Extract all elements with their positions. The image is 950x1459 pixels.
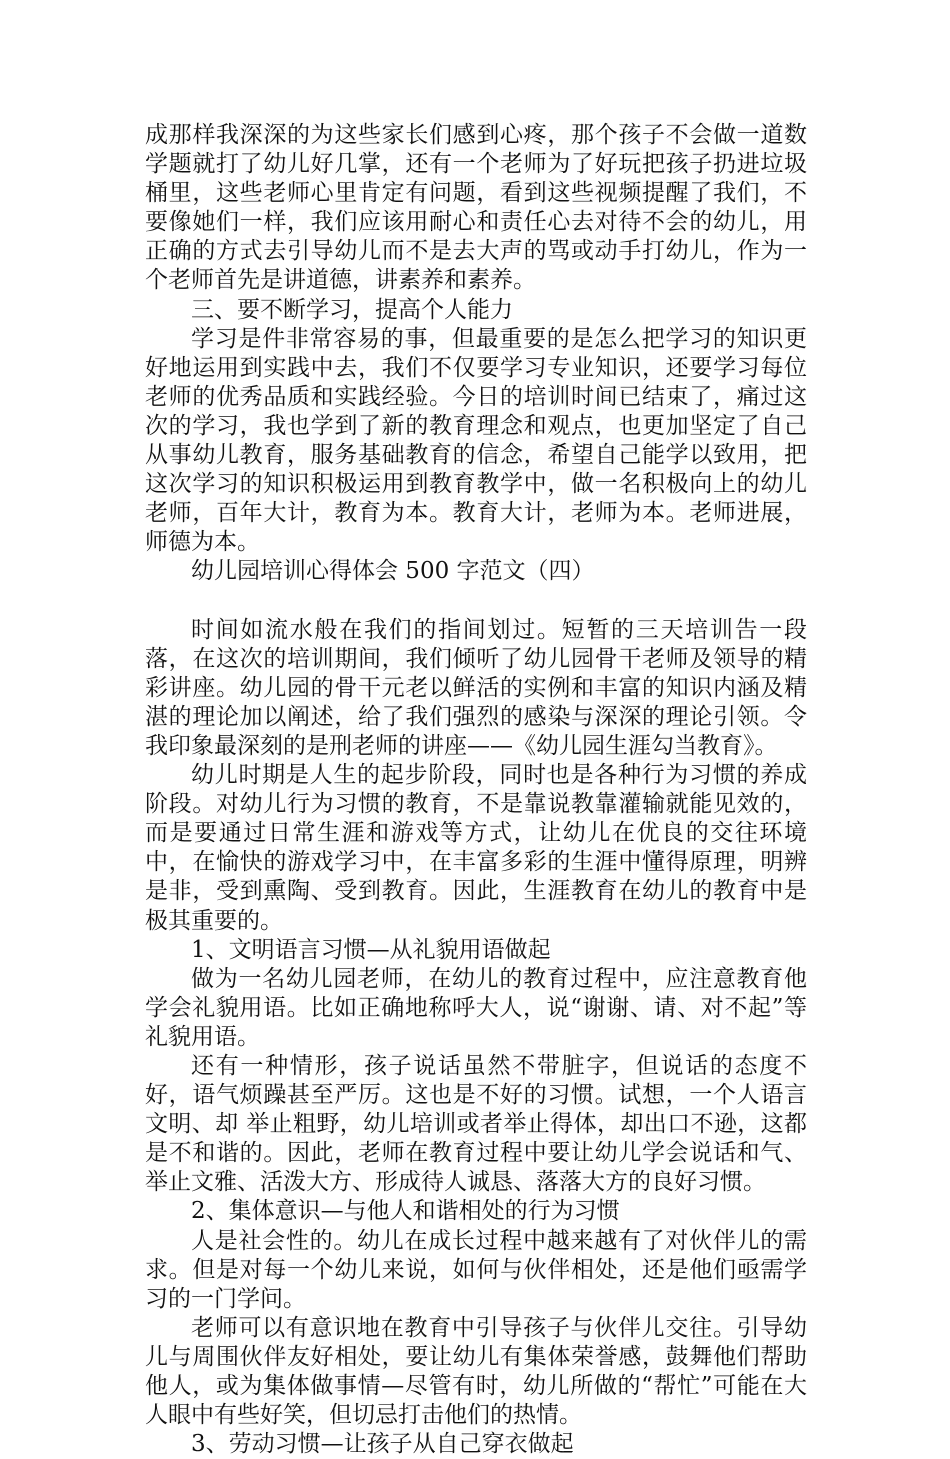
section-heading: 1、文明语言习惯—从礼貌用语做起	[191, 936, 551, 963]
document-body	[145, 121, 807, 1459]
body-paragraph: 幼儿时期是人生的起步阶段，同时也是各种行为习惯的养成阶段。对幼儿行为习惯的教育，不是靠说教靠灌输就能见效的，而是要通过日常生涯和游戏等方式，让幼儿在优良的交往环境中，在愉快的游戏学习中，在丰富多彩的生涯中懂得原理，明辨是非，受到熏陶、受到教育。因此，生涯教育在幼儿的教育中是极其重要的。	[145, 762, 807, 934]
section-heading: 幼儿园培训心得体会 500 字范文（四）	[191, 558, 595, 585]
body-paragraph: 成那样我深深的为这些家长们感到心疼，那个孩子不会做一道数学题就打了幼儿好几掌，还有一个老师为了好玩把孩子扔进垃圾桶里，这些老师心里肯定有问题，看到这些视频提醒了我们，不要像她们一样，我们应该用耐心和责任心去对待不会的幼儿，用正确的方式去引导幼儿而不是去大声的骂或动手打幼儿，作为一个老师首先是讲道德，讲素养和素养。	[145, 122, 807, 294]
blank-line	[145, 587, 807, 616]
body-paragraph: 时间如流水般在我们的指间划过。短暂的三天培训告一段落，在这次的培训期间，我们倾听了幼儿园骨干老师及领导的精彩讲座。幼儿园的骨干元老以鲜活的实例和丰富的知识内涵及精湛的理论加以阐述，给了我们强烈的感染与深深的理论引领。令我印象最深刻的是刑老师的讲座——《幼儿园生涯勾当教育》。	[145, 616, 807, 759]
body-paragraph: 老师可以有意识地在教育中引导孩子与伙伴儿交往。引导幼儿与周围伙伴友好相处，要让幼儿有集体荣誉感，鼓舞他们帮助他人，或为集体做事情—尽管有时，幼儿所做的“帮忙”可能在大人眼中有些好笑，但切忌打击他们的热情。	[145, 1314, 807, 1429]
body-paragraph: 人是社会性的。幼儿在成长过程中越来越有了对伙伴儿的需求。但是对每一个幼儿来说，如何与伙伴相处，还是他们亟需学习的一门学问。	[145, 1227, 807, 1312]
section-heading: 3、劳动习惯—让孩子从自己穿衣做起	[191, 1431, 574, 1458]
section-heading: 2、集体意识—与他人和谐相处的行为习惯	[191, 1198, 620, 1225]
body-paragraph: 做为一名幼儿园老师，在幼儿的教育过程中，应注意教育他学会礼貌用语。比如正确地称呼大人，说“谢谢、请、对不起”等礼貌用语。	[145, 965, 807, 1050]
body-paragraph: 还有一种情形，孩子说话虽然不带脏字，但说话的态度不好，语气烦躁甚至严厉。这也是不好的习惯。试想，一个人语言文明、却 举止粗野，幼儿培训或者举止得体，却出口不逊，这都是不和谐的。因此，老师在教育过程中要让幼儿学会说话和气、举止文雅、活泼大方、形成待人诚恳、落落大方的良好习惯。	[145, 1053, 807, 1196]
body-paragraph: 学习是件非常容易的事，但最重要的是怎么把学习的知识更好地运用到实践中去，我们不仅要学习专业知识，还要学习每位老师的优秀品质和实践经验。今日的培训时间已结束了，痛过这次的学习，我也学到了新的教育理念和观点，也更加坚定了自己从事幼儿教育，服务基础教育的信念，希望自己能学以致用，把这次学习的知识积极运用到教育教学中，做一名积极向上的幼儿老师，百年大计，教育为本。教育大计，老师为本。老师进展，师德为本。	[145, 325, 807, 556]
section-heading: 三、要不断学习，提高个人能力	[191, 296, 513, 323]
